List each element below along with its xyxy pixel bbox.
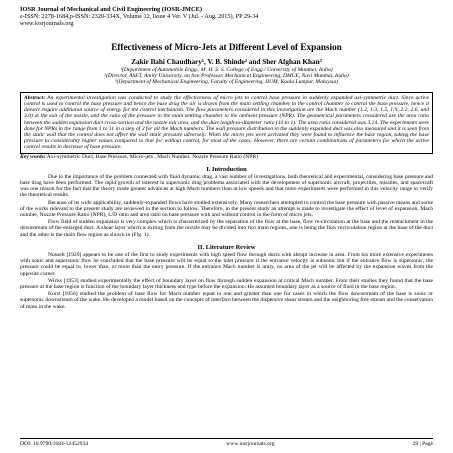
page-footer bbox=[20, 438, 433, 447]
affiliations bbox=[20, 67, 433, 86]
abstract-label: Abstract: bbox=[24, 94, 46, 101]
review-paragraph: Korst [1956] studied the problem of base flow for Mach number equal to one and greater than one for cases in which the flow downstream of the base is sonic or supersonic downstream of the wake. He developed a model based on the concepts of interface between the dispersive shear stream and the neighboring free stream and the conservation of mass in the wake. bbox=[20, 291, 433, 310]
abstract-box bbox=[20, 92, 433, 154]
affiliation-3: ³(Department of Mechanical Engineering, Faculty of Engineering, IIUM, Kuala Lumpur, Malaysia) bbox=[114, 79, 339, 86]
paper-authors: Zakir Ilahi Chaudhary¹, V. B. Shinde² and Sher Afghan Khan³ bbox=[131, 57, 322, 66]
review-paragraph: Nusselt [1929] appears to be one of the first to study experiments with high speed flow through ducts with abrupt increase in area. From his more extensive experiments with sonic and supersonic flow he concluded that the base pressure will be equal to the inlet pressure if the entrance velocity is subsonic but if the entrance flow is supersonic, the pressure could be equal to, lower than, or more than the entry pressure. If the entrance Mach number is unity, no area of the jet will be affected by the expansion waves from the opposite corner. bbox=[20, 251, 433, 277]
abstract-text: An experimental investigation was conducted to study the effectiveness of micro jets to control base pressure in suddenly expanded axi-symmetric duct. Since active control is used to control the base pressure and hence the base drag the air is drawn from the main settling chamber to the control chamber to control the base pressure, hence it doesn't require additional source of energy for the control mechanism. The flow parameters considered in this investigation are the Mach number (1.2, 1.3, 1.5, 1.9, 2.2, 2.6, and 3.0) at the exit of the nozzle, and the ratio of the pressure in the main settling chamber to the ambient pressure (NPR). The geometrical parameters considered are the area ratio between the sudden expansion duct cross-section and the nozzle exit area, and the duct length-to-diameter ratio (10 to 1). The area ratio considered was 3.24. The experiments were done for NPRs in the range from 1 to 11 in a step of 2 for all the Mach numbers. The wall pressure distribution in the suddenly expanded duct was also measured and it is seen from the static wall that the control does not affect the wall static pressure adversely. When the micro jets were activated they were found to influence the base region, taking the base pressure to considerably higher values compared to that for without control, for most of the cases. However, there are certain combinations of parameters for which the active control results in decrease of base pressure. bbox=[24, 94, 429, 151]
keywords-label: Key words: bbox=[20, 153, 46, 160]
journal-website[interactable]: www.iosrjournals.org bbox=[20, 20, 74, 28]
review-paragraph: Wicks [1953] studied experimentally the effect of boundary layer on flow through sudden expansion at critical Mach number. From their studies they found that the base pressure at the base region is function of the boundary layer thickness and type before the expansion. He assumed boundary layer as a source of fluid in the base region. bbox=[20, 277, 433, 290]
affiliation-2: ²(Director, ASET, Amity University, on lien Professor, Mechanical Engineering, DMCE, Navi Mumbai, India) bbox=[104, 73, 349, 80]
footer-doi[interactable]: DOI: 10.9790/1684-12452934 bbox=[20, 441, 89, 447]
paper-title: Effectiveness of Micro-Jets at Different Level of Expansion bbox=[111, 41, 342, 52]
keywords bbox=[20, 154, 433, 160]
journal-issn: e-ISSN: 2278-1684,p-ISSN: 2320-334X, Volume 12, Issue 4 Ver. V (Jul. - Aug. 2015), PP 29-34 bbox=[20, 13, 259, 21]
affiliation-1: ¹(Department of Automobile Engg., M. H. S. S. College of Engg./ University of Mumbai, India) bbox=[120, 66, 333, 73]
journal-header bbox=[20, 6, 433, 28]
keywords-text: Axi-symmetric Duct, Base Pressure, Micro-jets , Mach Number, Nozzle Pressure Ratio (NPR) bbox=[46, 153, 258, 160]
intro-paragraph: Due to the importance of the problem connected with fluid dynamic drag, a vast number of investigations, both theoretical and experimental, considering base pressure and base drag have been performed. The rapid growth of interest in supersonic drag problems associated with the development of supersonic aircraft, projectiles, missiles, and spacecraft was one reason for the fact that the theory made greater advances at high Mach numbers than at low speeds and that more experiments were performed in this velocity range to verify the theoretical results. bbox=[20, 173, 433, 199]
intro-paragraph: Because of its wide applicability, suddenly-expanded flows have studied extensively. Many researchers attempted to control the base pressure with passive means and some of the works relevant to the present study are reviewed in the section to follow. Therefore, in the present study an attempt is made to investigate the effect of level of expansion, Mach number, Nozzle Pressure Ratio (NPR), L/D ratio and area ratio on base pressure with and without control in the form of micro jets. bbox=[20, 199, 433, 219]
section-heading-introduction: I. Introduction bbox=[206, 165, 247, 173]
intro-paragraph: Flow field of sudden expansion is very complex which is characterized by the separation of the flow at the base, flow re-circulation at the base and the reattachment in the downstream of the enlarged duct. A shear layer which is exiting from the nozzle may be divided into two main regions, one is being the flow recirculation region at the base of the duct and the other is the main flow region as shown in (Fig. 1). bbox=[20, 219, 433, 238]
footer-page-number: 29 | Page bbox=[412, 441, 433, 447]
footer-website[interactable]: www.iosrjournals.org bbox=[226, 441, 275, 447]
section-heading-literature-review: II. Literature Review bbox=[197, 243, 256, 251]
journal-name: IOSR Journal of Mechanical and Civil Engineering (IOSR-JMCE) bbox=[20, 6, 202, 13]
